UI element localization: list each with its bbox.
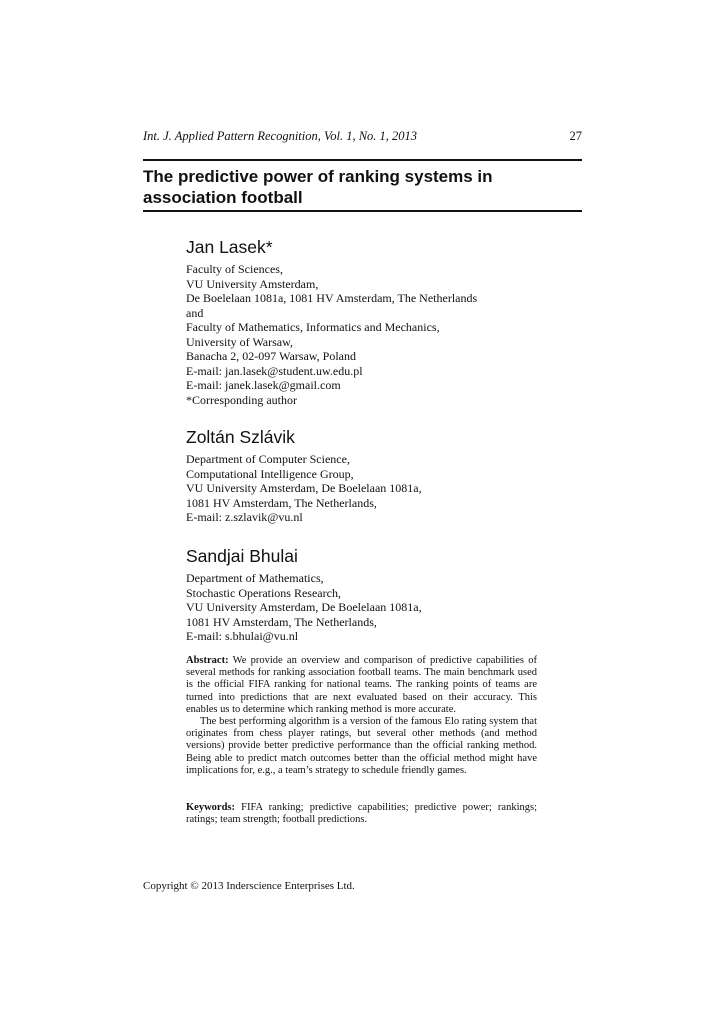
affiliation-line: VU University Amsterdam, De Boelelaan 1081a, [186, 481, 422, 495]
abstract [186, 655, 537, 777]
author-block-lasek [186, 236, 546, 407]
affiliation-line: VU University Amsterdam, De Boelelaan 1081a, [186, 600, 422, 614]
author-name: Jan Lasek* [186, 237, 273, 257]
affiliation-line: and [186, 305, 204, 320]
affiliation-line: 1081 HV Amsterdam, The Netherlands, [186, 495, 377, 510]
keywords-label: Keywords: [186, 802, 235, 813]
affiliation-line: Banacha 2, 02-097 Warsaw, Poland [186, 349, 356, 363]
running-header [143, 129, 582, 144]
keywords [186, 802, 537, 826]
author-name: Sandjai Bhulai [186, 546, 298, 566]
author-name: Zoltán Szlávik [186, 427, 295, 447]
paper-title-line: association football [143, 188, 303, 207]
paper-title-line: The predictive power of ranking systems in [143, 167, 493, 186]
affiliation-line: Computational Intelligence Group, [186, 466, 354, 481]
abstract-paragraph: The best performing algorithm is a version of the famous Elo rating system that originates from chess player ratings, but several other methods (and method versions) provide better predictive performance than the official ranking method. Being able to predict match outcomes better than the official method might have implications for, e.g., a team’s strategy to schedule friendly games. [186, 716, 537, 776]
page-number: 27 [569, 129, 582, 143]
paper-title [143, 166, 582, 208]
affiliation-line: University of Warsaw, [186, 334, 294, 349]
copyright-notice: Copyright © 2013 Inderscience Enterprises Ltd. [143, 880, 355, 892]
abstract-label: Abstract: [186, 655, 229, 666]
author-block-szlavik [186, 426, 546, 525]
corresponding-author-note: *Corresponding author [186, 392, 297, 407]
title-top-rule [143, 159, 582, 161]
email-line: E-mail: janek.lasek@gmail.com [186, 378, 341, 392]
email-line: E-mail: z.szlavik@vu.nl [186, 510, 303, 524]
affiliation-line: VU University Amsterdam, [186, 276, 319, 291]
journal-citation: Int. J. Applied Pattern Recognition, Vol. 1, No. 1, 2013 [143, 129, 418, 143]
affiliation-line: Department of Computer Science, [186, 452, 350, 466]
keywords-text: FIFA ranking; predictive capabilities; predictive power; rankings; ratings; team strength; football predictions. [186, 802, 538, 826]
affiliation-line: Department of Mathematics, [186, 571, 324, 585]
affiliation-line: 1081 HV Amsterdam, The Netherlands, [186, 614, 377, 629]
affiliation-line: Faculty of Sciences, [186, 262, 283, 276]
affiliation-line: Stochastic Operations Research, [186, 585, 341, 600]
affiliation-line: De Boelelaan 1081a, 1081 HV Amsterdam, The Netherlands [186, 291, 478, 305]
email-line: E-mail: jan.lasek@student.uw.edu.pl [186, 363, 363, 378]
affiliation-line: Faculty of Mathematics, Informatics and Mechanics, [186, 320, 440, 334]
author-block-bhulai [186, 545, 546, 644]
title-bottom-rule [143, 210, 582, 212]
abstract-text: We provide an overview and comparison of predictive capabilities of several methods for ranking association football teams. The main benchmark used is the official FIFA ranking for national teams. The ranking points of teams are turned into predictions that are next evaluated based on their accuracy. This enables us to determine which ranking method is more accurate. [186, 655, 538, 715]
abstract-paragraph [186, 655, 537, 716]
email-line: E-mail: s.bhulai@vu.nl [186, 629, 299, 643]
